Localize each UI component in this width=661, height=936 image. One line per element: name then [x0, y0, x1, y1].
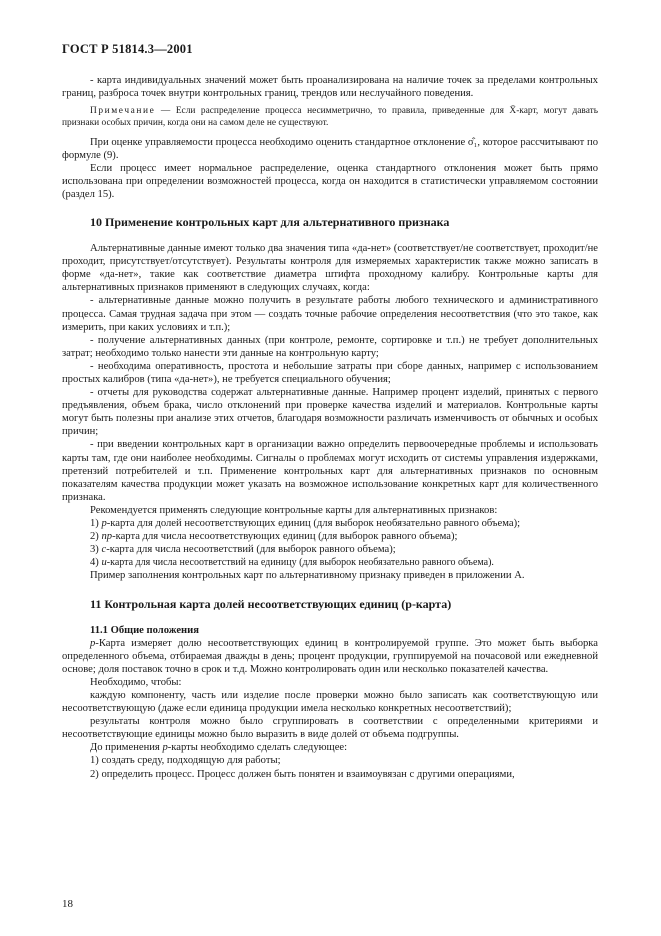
section-11-paragraph-4: результаты контроля можно было сгруппировать в соответствии с определенными критериями и несоответствующие единицы можно было выразить в виде долей от объема подгруппы. [62, 716, 598, 741]
subsection-11-1-heading: 11.1 Общие положения [90, 624, 199, 636]
list-text: -карта для долей несоответствующих единиц (для выборок необязательно равного объема); [106, 518, 521, 530]
page-header-standard-number: ГОСТ Р 51814.3—2001 [62, 42, 193, 56]
note-text: — Если распределение процесса несимметрично, то правила, приведенные для X̄-карт, могут давать признаки особых причин, когда они на самом деле не существуют. [62, 106, 598, 129]
list-text: -карта для числа несоответствующих единиц (для выборок равного объема); [112, 531, 458, 543]
step-1: 1) создать среду, подходящую для работы; [90, 755, 281, 767]
section-10-heading: 10 Применение контрольных карт для альтернативного признака [90, 215, 450, 230]
section-11-paragraph-2: Необходимо, чтобы: [90, 676, 182, 688]
intro-paragraph-2: При оценке управляемости процесса необходимо оценить стандартное отклонение σ̂₁, которое рассчитывают по формуле (9). [62, 136, 598, 161]
paragraph-text: -Карта измеряет долю несоответствующих единиц в контролируемой группе. Это может быть выборка определенного объема, отбираемая дважды в день; процент продукции, группируемой на почасовой или ежедневной основе; доля поставок точно в срок и т.д. Можно контролировать один или несколько показателей качества. [62, 637, 598, 675]
list-number: 3) [90, 544, 99, 556]
section-10-paragraph-3: Пример заполнения контрольных карт по альтернативному признаку приведен в приложении А. [90, 570, 525, 582]
page-number: 18 [62, 898, 73, 910]
section-10-bullet-5: - при введении контрольных карт в организации важно определить первоочередные проблемы и использовать карты там, где они наиболее необходимы. Сигналы о проблемах могут исходить от системы управления издержками, претензий потребителей и т.п. Применение контрольных карт для альтернативных признаков по основным показателям качества продукции может указать на возможное использование конкретных карт для количественного признака. [62, 439, 598, 503]
intro-paragraph-1: - карта индивидуальных значений может быть проанализирована на наличие точек за пределами контрольных границ, разброса точек внутри контрольных границ, трендов или неслучайного поведения. [62, 75, 598, 100]
note [62, 105, 598, 129]
chart-variable: p [101, 518, 107, 530]
chart-list-item-4 [62, 556, 598, 569]
chart-list-item-2 [62, 530, 598, 543]
section-10-bullet-3: - необходима оперативность, простота и небольшие затраты при сборе данных, например с использованием простых калибров (типа «да-нет»), не требуется специального обучения; [62, 360, 598, 385]
list-text: -карта для числа несоответствий (для выборок равного объема); [106, 544, 396, 556]
list-text: -карта для числа несоответствий на единицу (для выборок необязательно равного объема). [106, 557, 494, 569]
step-2: 2) определить процесс. Процесс должен быть понятен и взаимоувязан с другими операциями, [90, 768, 515, 780]
list-number: 1) [90, 518, 99, 530]
section-11-paragraph-5 [62, 741, 598, 754]
chart-list-item-1 [62, 517, 598, 530]
chart-variable: u [101, 557, 107, 569]
page-content [62, 74, 598, 781]
list-number: 4) [90, 557, 99, 569]
chart-variable: p [162, 742, 168, 754]
section-10-bullet-2: - получение альтернативных данных (при контроле, ремонте, сортировке и т.п.) не требует дополнительных затрат; необходимо только нанести эти данные на контрольную карту; [62, 334, 598, 359]
section-10-paragraph-2: Рекомендуется применять следующие контрольные карты для альтернативных признаков: [90, 504, 498, 516]
chart-variable: np [101, 531, 113, 543]
chart-variable: c [101, 544, 107, 556]
paragraph-text: -карты необходимо сделать следующее: [167, 742, 348, 754]
chart-list-item-3 [62, 543, 598, 556]
section-10-bullet-1: - альтернативные данные можно получить в результате работы любого технического и административного процесса. Самая трудная задача при этом — создать точные рабочие определения несоответствия (что это такое, как измерить, при каких условиях и т.п.); [62, 295, 598, 333]
intro-paragraph-3: Если процесс имеет нормальное распределение, оценка стандартного отклонения может быть прямо использована при определении возможностей процесса, когда он находится в статистически управляемом состоянии (раздел 15). [62, 162, 598, 200]
note-label: Примечание [90, 106, 156, 117]
section-10-paragraph-1: Альтернативные данные имеют только два значения типа «да-нет» (соответствует/не соответствует, проходит/не проходит, присутствует/отсутствует). Результаты контроля для измеряемых характеристик также можно записать в форме «да-нет», такие как соответствие диаметра штифта проходному калибру. Контрольные карты для альтернативных признаков применяют в следующих случаях, когда: [62, 243, 598, 294]
paragraph-text: До применения [90, 742, 163, 754]
section-11-paragraph-3: каждую компоненту, часть или изделие после проверки можно было записать как соответствующую или несоответствующую (даже если единица продукции имела несколько конкретных несоответствий); [62, 689, 598, 715]
chart-variable: p [90, 637, 96, 649]
section-11-paragraph-1 [62, 637, 598, 676]
list-number: 2) [90, 531, 99, 543]
section-11-heading: 11 Контрольная карта долей несоответствующих единиц (p-карта) [90, 596, 452, 611]
section-10-bullet-4: - отчеты для руководства содержат альтернативные данные. Например процент изделий, принятых с первого предъявления, объем брака, число отклонений при проверке качества изделий и материалов. Контрольные карты могут быть полезны при анализе этих отчетов, благодаря возможности различать изменчивость от обычных и особых причин; [62, 387, 598, 438]
